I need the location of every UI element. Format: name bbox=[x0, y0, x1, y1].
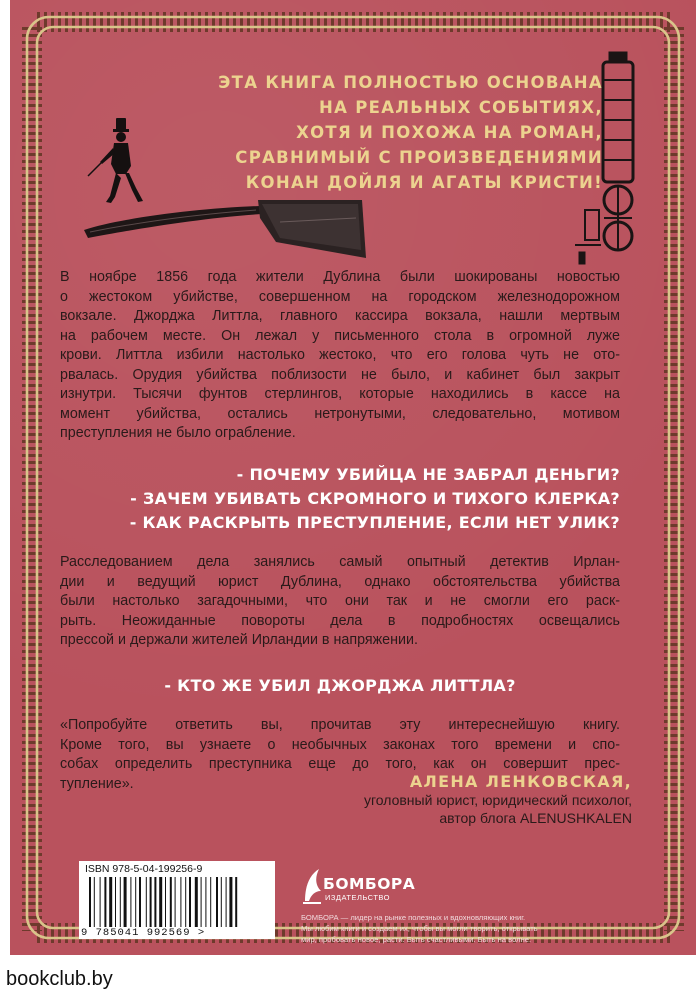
text-line: на рабочем месте. Он лежал у письменного стола в огромной луже bbox=[60, 327, 620, 344]
question-line: - КАК РАСКРЫТЬ ПРЕСТУПЛЕНИЕ, ЕСЛИ НЕТ УЛИК? bbox=[129, 513, 620, 532]
text-line: преступления не было ограбление. bbox=[60, 425, 296, 441]
locomotive-illustration bbox=[565, 40, 635, 270]
text-line: БОМБОРА — лидер на рынке полезных и вдохновляющих книг. bbox=[301, 913, 526, 922]
razor-walking-man-illustration bbox=[80, 118, 370, 258]
question-line: - ЗАЧЕМ УБИВАТЬ СКРОМНОГО И ТИХОГО КЛЕРКА? bbox=[130, 489, 620, 508]
lead-line: НА РЕАЛЬНЫХ СОБЫТИЯХ, bbox=[319, 98, 603, 117]
text-line: рвалась. Орудия убийства поблизости не было, и кабинет был закрыт bbox=[60, 366, 620, 383]
investigation-paragraph bbox=[60, 553, 620, 651]
site-watermark: bookclub.by bbox=[6, 968, 113, 990]
text-line: момент убийства, остались нетронутыми, следовательно, мотивом bbox=[60, 405, 620, 422]
text-line: дии и ведущий юрист Дублина, однако обстоятельства убийства bbox=[60, 573, 620, 590]
text-line: В ноябре 1856 года жители Дублина были шокированы новостью bbox=[60, 269, 620, 285]
publisher-name: БОМБОРА bbox=[323, 875, 416, 893]
question-line: - ПОЧЕМУ УБИЙЦА НЕ ЗАБРАЛ ДЕНЬГИ? bbox=[236, 465, 620, 484]
text-line: Мы любим книги и создаем их, чтобы вы могли творить, открывать bbox=[301, 924, 538, 933]
lead-line: СРАВНИМЫЙ С ПРОИЗВЕДЕНИЯМИ bbox=[235, 148, 603, 167]
lead-line: КОНАН ДОЙЛЯ И АГАТЫ КРИСТИ! bbox=[245, 173, 603, 192]
quote-author bbox=[364, 772, 632, 827]
author-name: АЛЕНА ЛЕНКОВСКАЯ, bbox=[409, 772, 632, 791]
text-line: о жестоком убийстве, совершенном на городском железнодорожном bbox=[60, 288, 620, 305]
barcode-bars bbox=[89, 877, 265, 927]
lead-line: ХОТЯ И ПОХОЖА НА РОМАН, bbox=[296, 123, 603, 142]
text-line: тупление». bbox=[60, 775, 134, 792]
barcode-digits: 9 785041 992569 > bbox=[81, 927, 206, 939]
text-line: Кроме того, вы узнаете о необычных законах того времени и спо- bbox=[60, 736, 620, 753]
publisher-description bbox=[301, 912, 619, 945]
text-line: вокзале. Джорджа Литтла, главного кассира вокзала, нашли мертвым bbox=[60, 308, 620, 324]
isbn-barcode bbox=[79, 861, 275, 939]
isbn-number: ISBN 978-5-04-199256-9 bbox=[85, 863, 203, 875]
story-paragraph bbox=[60, 268, 620, 444]
text-line: были настолько загадочными, что они так и не смогли его раск- bbox=[60, 593, 620, 609]
text-line: рыть. Неожиданные повороты дела в подробностях освещались bbox=[60, 612, 620, 629]
text-line: «Попробуйте ответить вы, прочитав эту интереснейшую книгу. bbox=[60, 717, 620, 733]
text-line: крови. Литтла избили настолько жестоко, что его голова чуть не ото- bbox=[60, 347, 620, 363]
author-title: уголовный юрист, юридический психолог, bbox=[363, 792, 632, 808]
questions-block bbox=[60, 463, 620, 535]
text-line: мир, пробовать новое, расти. Быть счастливыми. Быть на волне. bbox=[301, 935, 532, 944]
text-line: прессой и держали жителей Ирландии в напряжении. bbox=[60, 632, 418, 648]
publisher-subtitle: ИЗДАТЕЛЬСТВО bbox=[325, 893, 391, 902]
bombora-wave-icon bbox=[301, 865, 323, 905]
final-question: - КТО ЖЕ УБИЛ ДЖОРДЖА ЛИТТЛА? bbox=[164, 676, 516, 695]
text-line: собах определить преступника еще до того, как он совершит прес- bbox=[60, 756, 620, 772]
author-blog: автор блога ALENUSHKALEN bbox=[439, 810, 632, 826]
lead-line: ЭТА КНИГА ПОЛНОСТЬЮ ОСНОВАНА bbox=[218, 73, 603, 92]
text-line: изнутри. Тысячи фунтов стерлингов, которые находились в кассе на bbox=[60, 386, 620, 402]
text-line: Расследованием дела занялись самый опытный детектив Ирлан- bbox=[60, 554, 620, 570]
